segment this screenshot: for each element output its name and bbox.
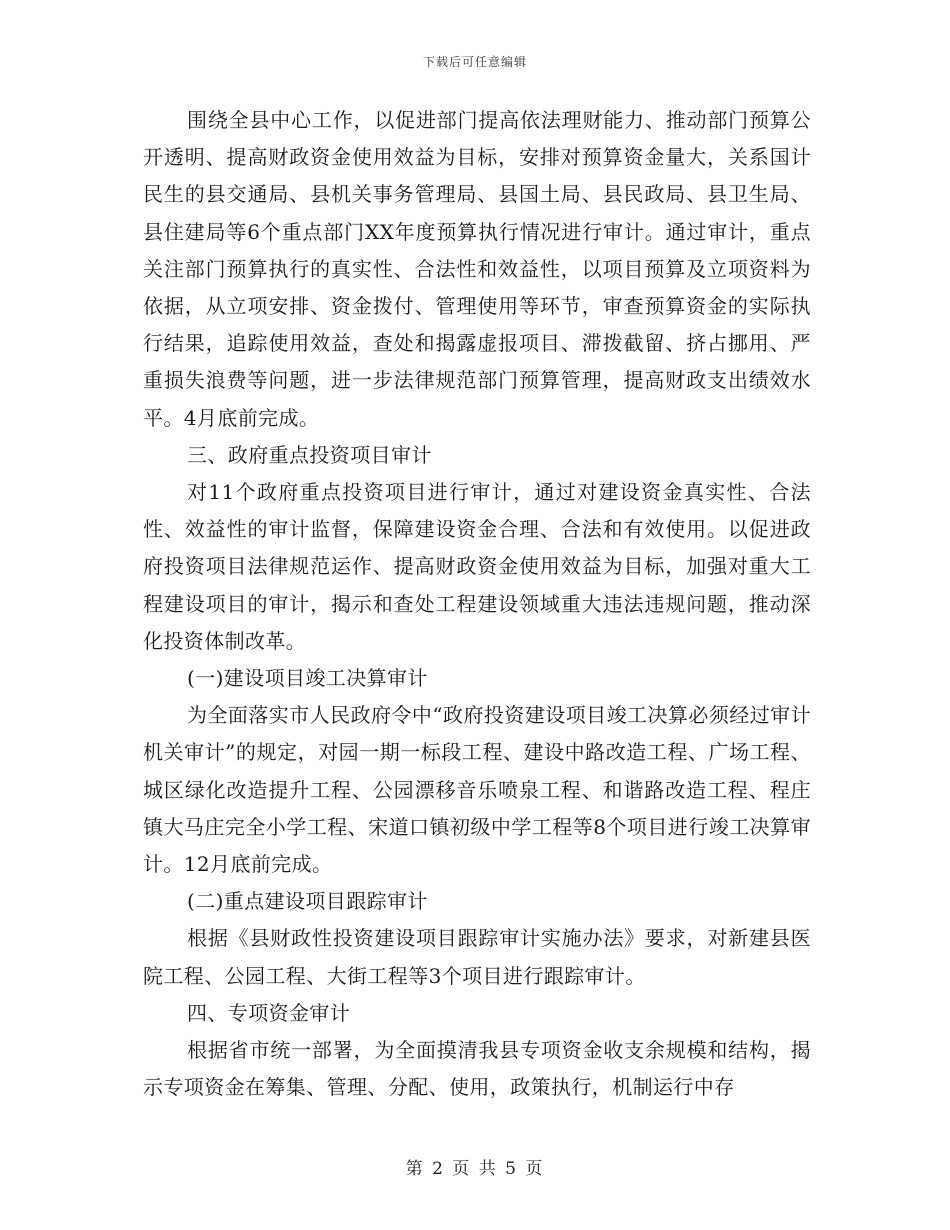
subsection-heading-tracking-audit: (二)重点建设项目跟踪审计 [187,889,428,914]
page-header: 下载后可任意编辑 [422,55,527,69]
paragraph-special-funds-audit: 根据省市统一部署，为全面摸清我县专项资金收支余规模和结构，揭示专项资金在筹集、管理、分配、使用，政策执行，机制运行中存 [143,1038,811,1100]
section-heading-investment-audit: 三、政府重点投资项目审计 [187,442,432,467]
paragraph-budget-audit: 围绕全县中心工作，以促进部门提高依法理财能力、推动部门预算公开透明、提高财政资金使用效益为目标，安排对预算资金量大，关系国计民生的县交通局、县机关事务管理局、县国土局、县民政局、县卫生局、县住建局等6个重点部门XX年度预算执行情况进行审计。通过审计，重点关注部门预算执行的真实性、合法性和效益性，以项目预算及立项资料为依据，从立项安排、资金拨付、管理使用等环节，审查预算资金的实际执行结果，追踪使用效益，查处和揭露虚报项目、滞拨截留、挤占挪用、严重损失浪费等问题，进一步法律规范部门预算管理，提高财政支出绩效水平。4月底前完成。 [143,108,811,430]
paragraph-investment-audit: 对11个政府重点投资项目进行审计，通过对建设资金真实性、合法性、效益性的审计监督，保障建设资金合理、合法和有效使用。以促进政府投资项目法律规范运作、提高财政资金使用效益为目标，加强对重大工程建设项目的审计，揭示和查处工程建设领域重大违法违规问题，推动深化投资体制改革。 [143,480,811,653]
page-footer: 第 2 页 共 5 页 [405,1159,545,1179]
subsection-heading-completion-audit: (一)建设项目竣工决算审计 [187,666,428,691]
paragraph-tracking-audit: 根据《县财政性投资建设项目跟踪审计实施办法》要求，对新建县医院工程、公园工程、大街工程等3个项目进行跟踪审计。 [143,926,811,988]
document-body [143,102,811,1106]
paragraph-completion-audit: 为全面落实市人民政府令中“政府投资建设项目竣工决算必须经过审计机关审计”的规定，对园一期一标段工程、建设中路改造工程、广场工程、城区绿化改造提升工程、公园漂移音乐喷泉工程、和谐路改造工程、程庄镇大马庄完全小学工程、宋道口镇初级中学工程等8个项目进行竣工决算审计。12月底前完成。 [143,703,811,877]
section-heading-special-funds-audit: 四、专项资金审计 [187,1000,351,1025]
